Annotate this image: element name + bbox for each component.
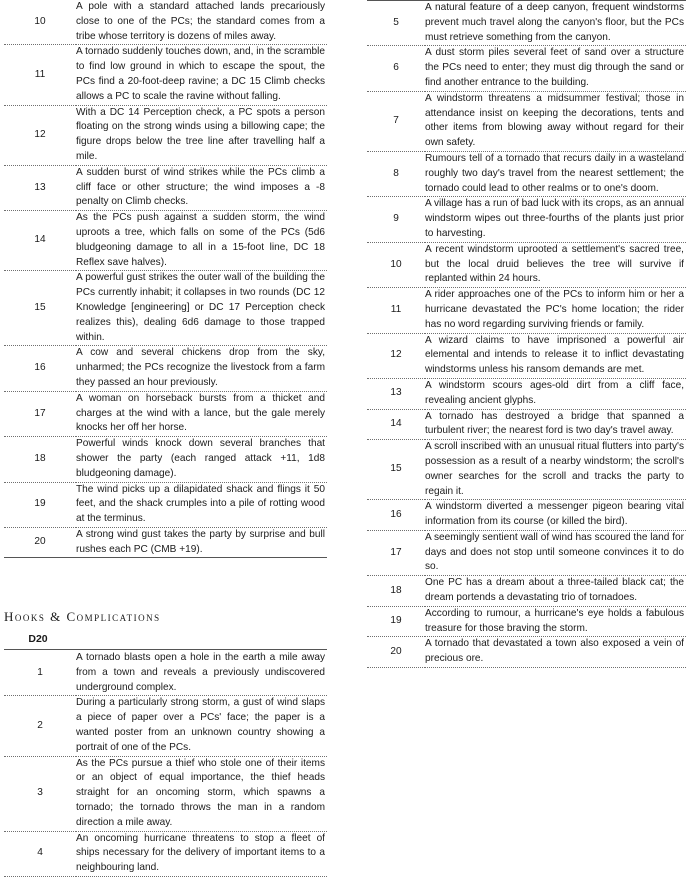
roll-number: 5	[393, 16, 399, 28]
roll-result: Powerful winds knock down several branches that shower the party (each ranged attack +11, 1d8 bludgeoning damage).	[76, 438, 325, 479]
roll-number: 11	[390, 303, 402, 315]
table-row	[4, 651, 327, 696]
roll-number: 12	[390, 349, 402, 361]
roll-number: 3	[37, 787, 43, 799]
roll-number: 10	[390, 258, 402, 270]
table-row	[367, 242, 686, 287]
table-row	[367, 91, 686, 151]
table-row	[367, 500, 686, 531]
table-row	[4, 346, 327, 391]
roll-result: A woman on horseback bursts from a thicket and charges at the wind with a lance, but the gale merely knocks her off her horse.	[76, 392, 325, 434]
right-column	[367, 0, 686, 668]
table-row	[367, 1, 686, 46]
roll-result: According to rumour, a hurricane's eye holds a fabulous treasure for those braving the storm.	[425, 607, 684, 634]
roll-number: 18	[34, 452, 46, 464]
table-row	[367, 409, 686, 440]
roll-number: 14	[390, 417, 402, 429]
roll-result: A powerful gust strikes the outer wall of the building the PCs currently inhabit; it collapses in two rounds (DC 12 Knowledge [engineering] or DC 17 Perception check realizes this), dealing 6d6 damage to those trapped within.	[76, 272, 325, 343]
table-row	[4, 756, 327, 831]
table-row	[4, 437, 327, 482]
roll-number: 14	[34, 234, 46, 246]
table-row	[367, 151, 686, 196]
table-row	[367, 378, 686, 409]
table-row	[4, 527, 327, 558]
roll-result: A dust storm piles several feet of sand over a structure the PCs need to enter; they must dig through the sand or find another entrance to the building.	[425, 47, 684, 88]
table-row	[367, 333, 686, 378]
roll-number: 9	[393, 213, 399, 225]
roll-result: The wind picks up a dilapidated shack and flings it 50 feet, and the shack crumples into a pile of rotting wood at the terminus.	[76, 483, 325, 525]
left-column	[4, 0, 327, 558]
roll-result: A tornado that devastated a town also exposed a vein of precious ore.	[425, 638, 684, 665]
roll-result: A windstorm diverted a messenger pigeon bearing vital information from its course (or killed the bird).	[425, 501, 684, 528]
roll-number: 11	[34, 68, 46, 80]
table-row	[4, 0, 327, 45]
roll-number: 1	[37, 666, 43, 678]
roll-number: 16	[34, 362, 46, 374]
roll-number: 15	[34, 301, 46, 313]
roll-result: As the PCs pursue a thief who stole one of their items or an object of equal importance, the thief heads straight for an oncoming storm, which spawns a tornado; the tornado throws the man in a random direction a mile away.	[76, 757, 325, 828]
roll-result: A sudden burst of wind strikes while the PCs climb a cliff face or other structure; the wind imposes a -8 penalty on Climb checks.	[76, 166, 325, 208]
roll-result: Rumours tell of a tornado that recurs daily in a wasteland roughly two day's travel from the nearest settlement; the tornado could lead to other realms or to one's doom.	[425, 152, 684, 194]
header-rule	[4, 649, 327, 650]
roll-result: A seemingly sentient wall of wind has scoured the land for days and does not stop until someone convinces it to do so.	[425, 531, 684, 573]
roll-result: An oncoming hurricane threatens to stop a fleet of ships necessary for the delivery of important items to a neighbouring land.	[76, 832, 325, 874]
roll-number: 18	[390, 584, 402, 596]
roll-result: During a particularly strong storm, a gust of wind slaps a piece of paper over a PCs' face; the paper is a wanted poster from an unknown country showing a portrait of one of the PCs.	[76, 697, 325, 753]
table-row	[4, 391, 327, 436]
roll-result: A tornado has destroyed a bridge that spanned a turbulent river; the nearest ford is two day's travel away.	[425, 410, 684, 437]
roll-result: As the PCs push against a sudden storm, the wind uproots a tree, which falls on some of the PCs (5d6 bludgeoning damage to all in a 15-foot line, DC 18 Reflex save halves).	[76, 212, 325, 268]
roll-result: A tornado suddenly touches down, and, in the scramble to find low ground in which to escape the spout, the PCs find a 20-foot-deep ravine; a DC 15 Climb checks allows a PC to scale the ravine without falling.	[76, 46, 325, 102]
roll-result: A rider approaches one of the PCs to inform him or her a hurricane devastated the PC's home location; the rider has no word regarding surviving friends or family.	[425, 289, 684, 330]
roll-number: 13	[390, 387, 402, 399]
roll-result: A wizard claims to have imprisoned a powerful air elemental and intends to release it to inflict devastating windstorms unless his ransom demands are met.	[425, 334, 684, 376]
table-row	[4, 831, 327, 876]
hooks-table-left	[4, 651, 327, 877]
roll-number: 16	[390, 508, 402, 520]
roll-result: One PC has a dream about a three-tailed black cat; the dream portends a devastating trio of tornadoes.	[425, 577, 684, 604]
roll-result: A windstorm scours ages-old dirt from a cliff face, revealing ancient glyphs.	[425, 379, 684, 406]
roll-number: 6	[393, 62, 399, 74]
hooks-table-right	[367, 0, 686, 668]
roll-number: 20	[390, 645, 402, 657]
roll-number: 13	[34, 181, 46, 193]
table-row	[4, 165, 327, 210]
table-row	[367, 440, 686, 500]
roll-number: 2	[37, 719, 43, 731]
roll-result: A cow and several chickens drop from the sky, unharmed; the PCs recognize the livestock from a farm they passed an hour previously.	[76, 347, 325, 388]
roll-result: A scroll inscribed with an unusual ritual flutters into party's possession as a result of a nearby windstorm; the scroll's owner searches for the scroll and tracks the party to regain it.	[425, 441, 684, 497]
table-row	[4, 211, 327, 271]
roll-number: 4	[37, 847, 43, 859]
table-row	[367, 606, 686, 637]
table-row	[367, 637, 686, 668]
table-row	[4, 482, 327, 527]
roll-number: 19	[390, 615, 402, 627]
roll-number: 20	[34, 536, 46, 548]
roll-result: A strong wind gust takes the party by surprise and bull rushes each PC (CMB +19).	[76, 528, 325, 555]
table-row	[367, 288, 686, 333]
table-row	[4, 45, 327, 105]
roll-result: A tornado blasts open a hole in the earth a mile away from a town and reveals a previously undiscovered underground complex.	[76, 652, 325, 693]
roll-result: A pole with a standard attached lands precariously close to one of the PCs; the standard comes from a tribe whose territory is dozens of miles away.	[76, 1, 325, 42]
roll-result: With a DC 14 Perception check, a PC spots a person floating on the strong winds using a billowing cape; the figure drops below the tree line after travelling half a mile.	[76, 106, 325, 162]
die-header: D20	[28, 633, 48, 645]
roll-number: 15	[390, 463, 402, 475]
weather-events-table	[4, 0, 327, 558]
table-row	[4, 271, 327, 346]
roll-result: A natural feature of a deep canyon, frequent windstorms prevent much travel along the canyon's floor, but the PCs must retrieve something from the canyon.	[425, 2, 684, 43]
roll-number: 17	[34, 407, 46, 419]
table-row	[367, 46, 686, 91]
roll-number: 7	[393, 114, 399, 126]
roll-number: 10	[34, 15, 46, 27]
roll-result: A village has a run of bad luck with its crops, as an annual windstorm wipes out three-fourths of the plants just prior to harvesting.	[425, 198, 684, 239]
table-row	[367, 576, 686, 607]
roll-result: A recent windstorm uprooted a settlement's sacred tree, but the local druid believes the tree will survive if replanted within 24 hours.	[425, 243, 684, 285]
roll-number: 19	[34, 498, 46, 510]
roll-number: 12	[34, 128, 46, 140]
roll-result: A windstorm threatens a midsummer festival; those in attendance insist on keeping the decorations, tents and other items from blowing away without regard for their own safety.	[425, 92, 684, 149]
section-title: Hooks & Complications	[4, 609, 161, 624]
table-row	[4, 105, 327, 165]
table-row	[4, 696, 327, 756]
roll-number: 17	[390, 546, 402, 558]
roll-number: 8	[393, 167, 399, 179]
table-row	[367, 197, 686, 242]
table-row	[367, 530, 686, 575]
